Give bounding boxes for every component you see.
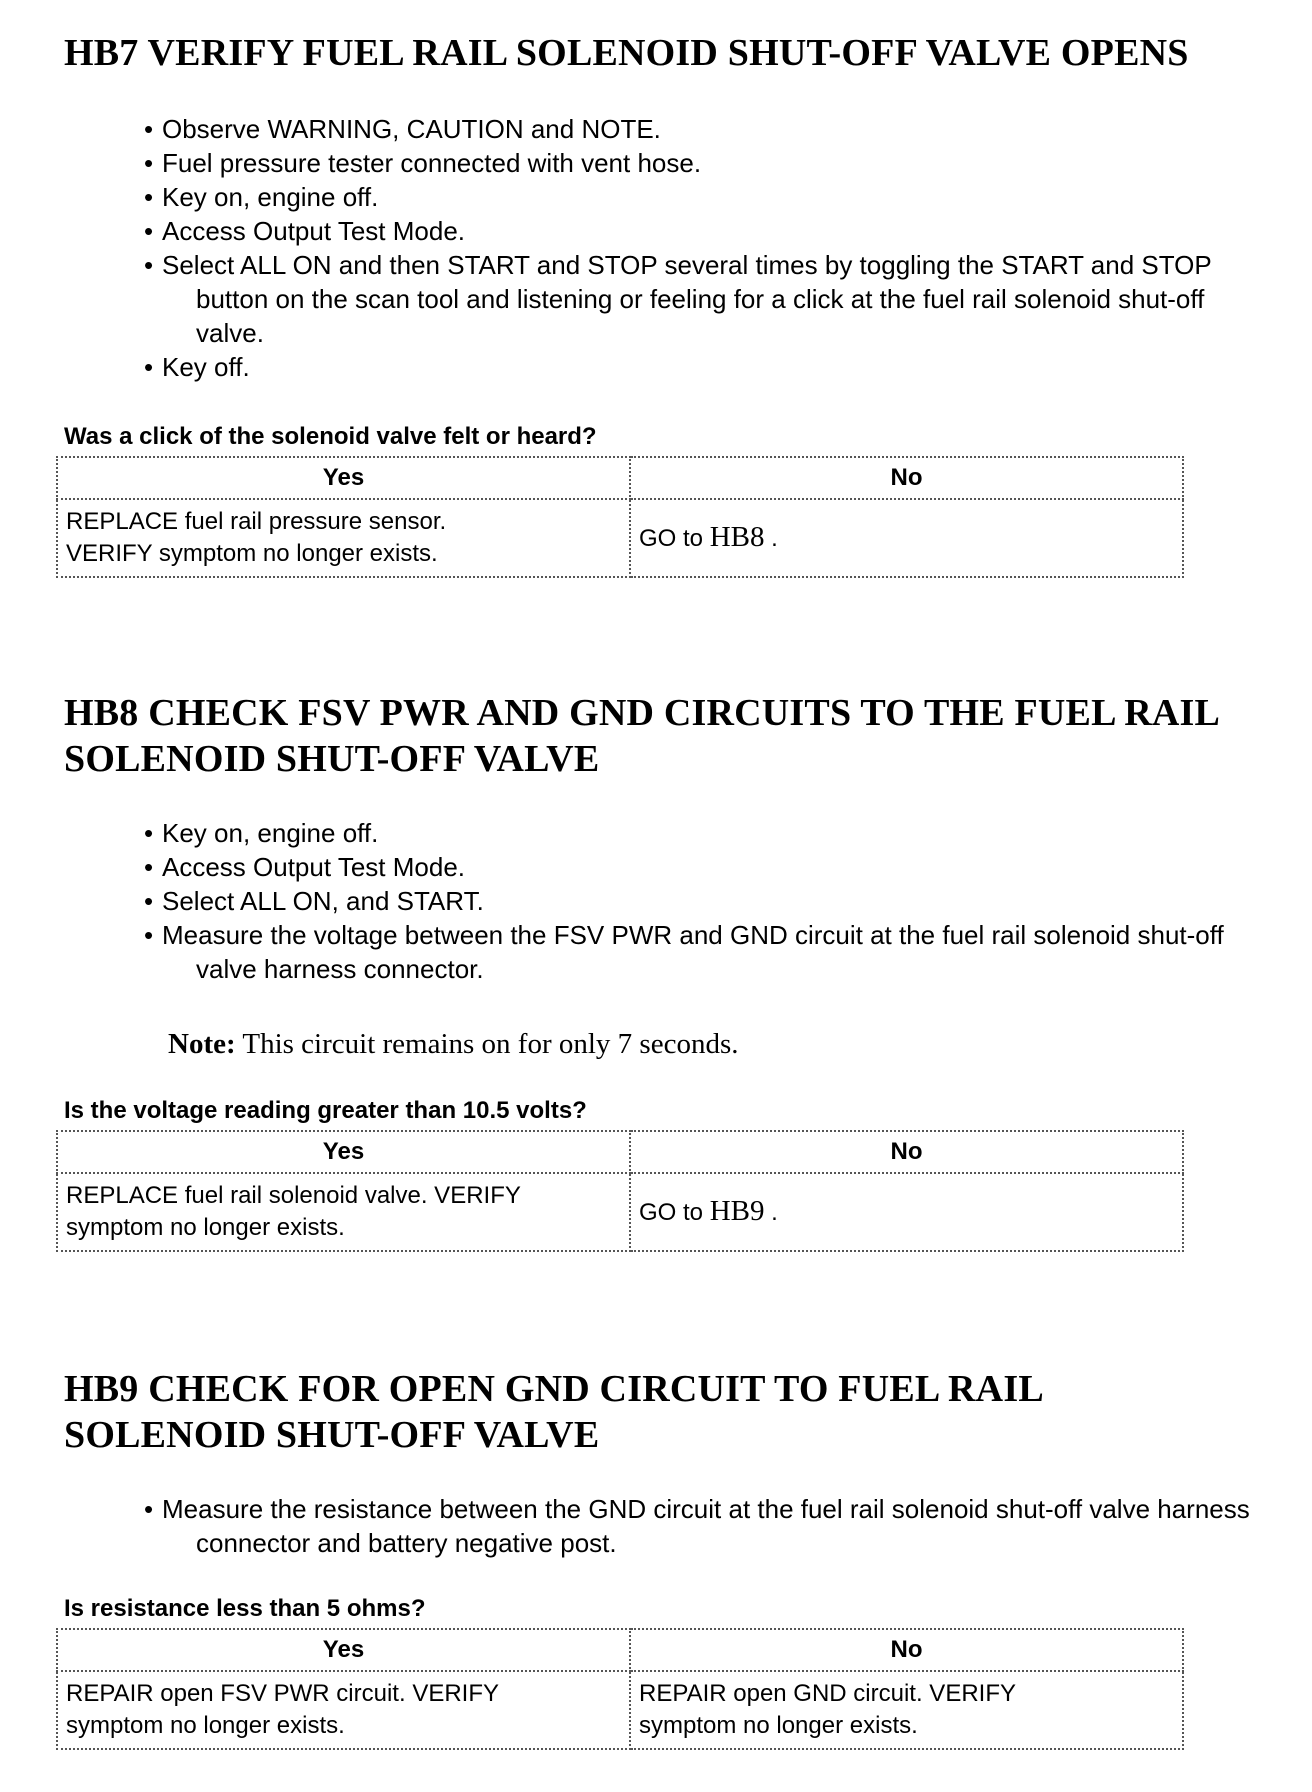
step-item: • Measure the voltage between the FSV PWR and GND circuit at the fuel rail solenoid shut-off valve harness connector. [144,920,1224,984]
question: Was a click of the solenoid valve felt or heard? [64,423,597,450]
step-item: • Key off. [144,352,250,382]
no-action: REPAIR open GND circuit. VERIFY symptom no longer exists. [630,1671,1183,1749]
question: Is the voltage reading greater than 10.5 volts? [64,1097,587,1124]
section-hb8 [64,690,1284,1241]
yes-header: Yes [57,1629,630,1671]
hb8-link[interactable]: HB8 [709,521,765,553]
section-title: HB7 VERIFY FUEL RAIL SOLENOID SHUT-OFF VALVE OPENS [64,32,1189,74]
note-text: This circuit remains on for only 7 seconds. [242,1028,739,1060]
step-item: • Fuel pressure tester connected with vent hose. [144,148,702,178]
note-label: Note: [168,1028,236,1060]
yes-no-table [56,1628,1184,1750]
no-header: No [630,457,1183,499]
yes-action: REPLACE fuel rail pressure sensor. VERIFY symptom no longer exists. [57,499,630,577]
no-action: GO to HB8 . [630,499,1183,577]
no-action: GO to HB9 . [630,1173,1183,1251]
yes-action: REPLACE fuel rail solenoid valve. VERIFY symptom no longer exists. [57,1173,630,1251]
question: Is resistance less than 5 ohms? [64,1595,426,1622]
yes-no-table [56,1130,1184,1252]
step-item: • Select ALL ON and then START and STOP several times by toggling the START and STOP button on the scan tool and listening or feeling for a click at the fuel rail solenoid shut-off valve. [144,250,1212,348]
yes-header: Yes [57,1131,630,1173]
yes-action: REPAIR open FSV PWR circuit. VERIFY symptom no longer exists. [57,1671,630,1749]
no-header: No [630,1629,1183,1671]
step-item: • Measure the resistance between the GND circuit at the fuel rail solenoid shut-off valve harness connector and battery negative post. [144,1494,1250,1558]
section-hb7 [64,30,1284,567]
note [168,1026,739,1062]
step-item: • Key on, engine off. [144,818,379,848]
step-item: • Access Output Test Mode. [144,216,465,246]
step-item: • Select ALL ON, and START. [144,886,484,916]
hb9-link[interactable]: HB9 [709,1195,765,1227]
step-list [144,816,1264,986]
section-hb9 [64,1366,1284,1739]
section-title: HB9 CHECK FOR OPEN GND CIRCUIT TO FUEL RAIL SOLENOID SHUT-OFF VALVE [64,1368,1044,1456]
step-item: • Key on, engine off. [144,182,379,212]
step-item: • Observe WARNING, CAUTION and NOTE. [144,114,661,144]
step-list [144,1492,1264,1560]
section-title: HB8 CHECK FSV PWR AND GND CIRCUITS TO THE FUEL RAIL SOLENOID SHUT-OFF VALVE [64,692,1221,780]
step-item: • Access Output Test Mode. [144,852,465,882]
yes-no-table [56,456,1184,578]
no-header: No [630,1131,1183,1173]
step-list [144,112,1264,384]
yes-header: Yes [57,457,630,499]
